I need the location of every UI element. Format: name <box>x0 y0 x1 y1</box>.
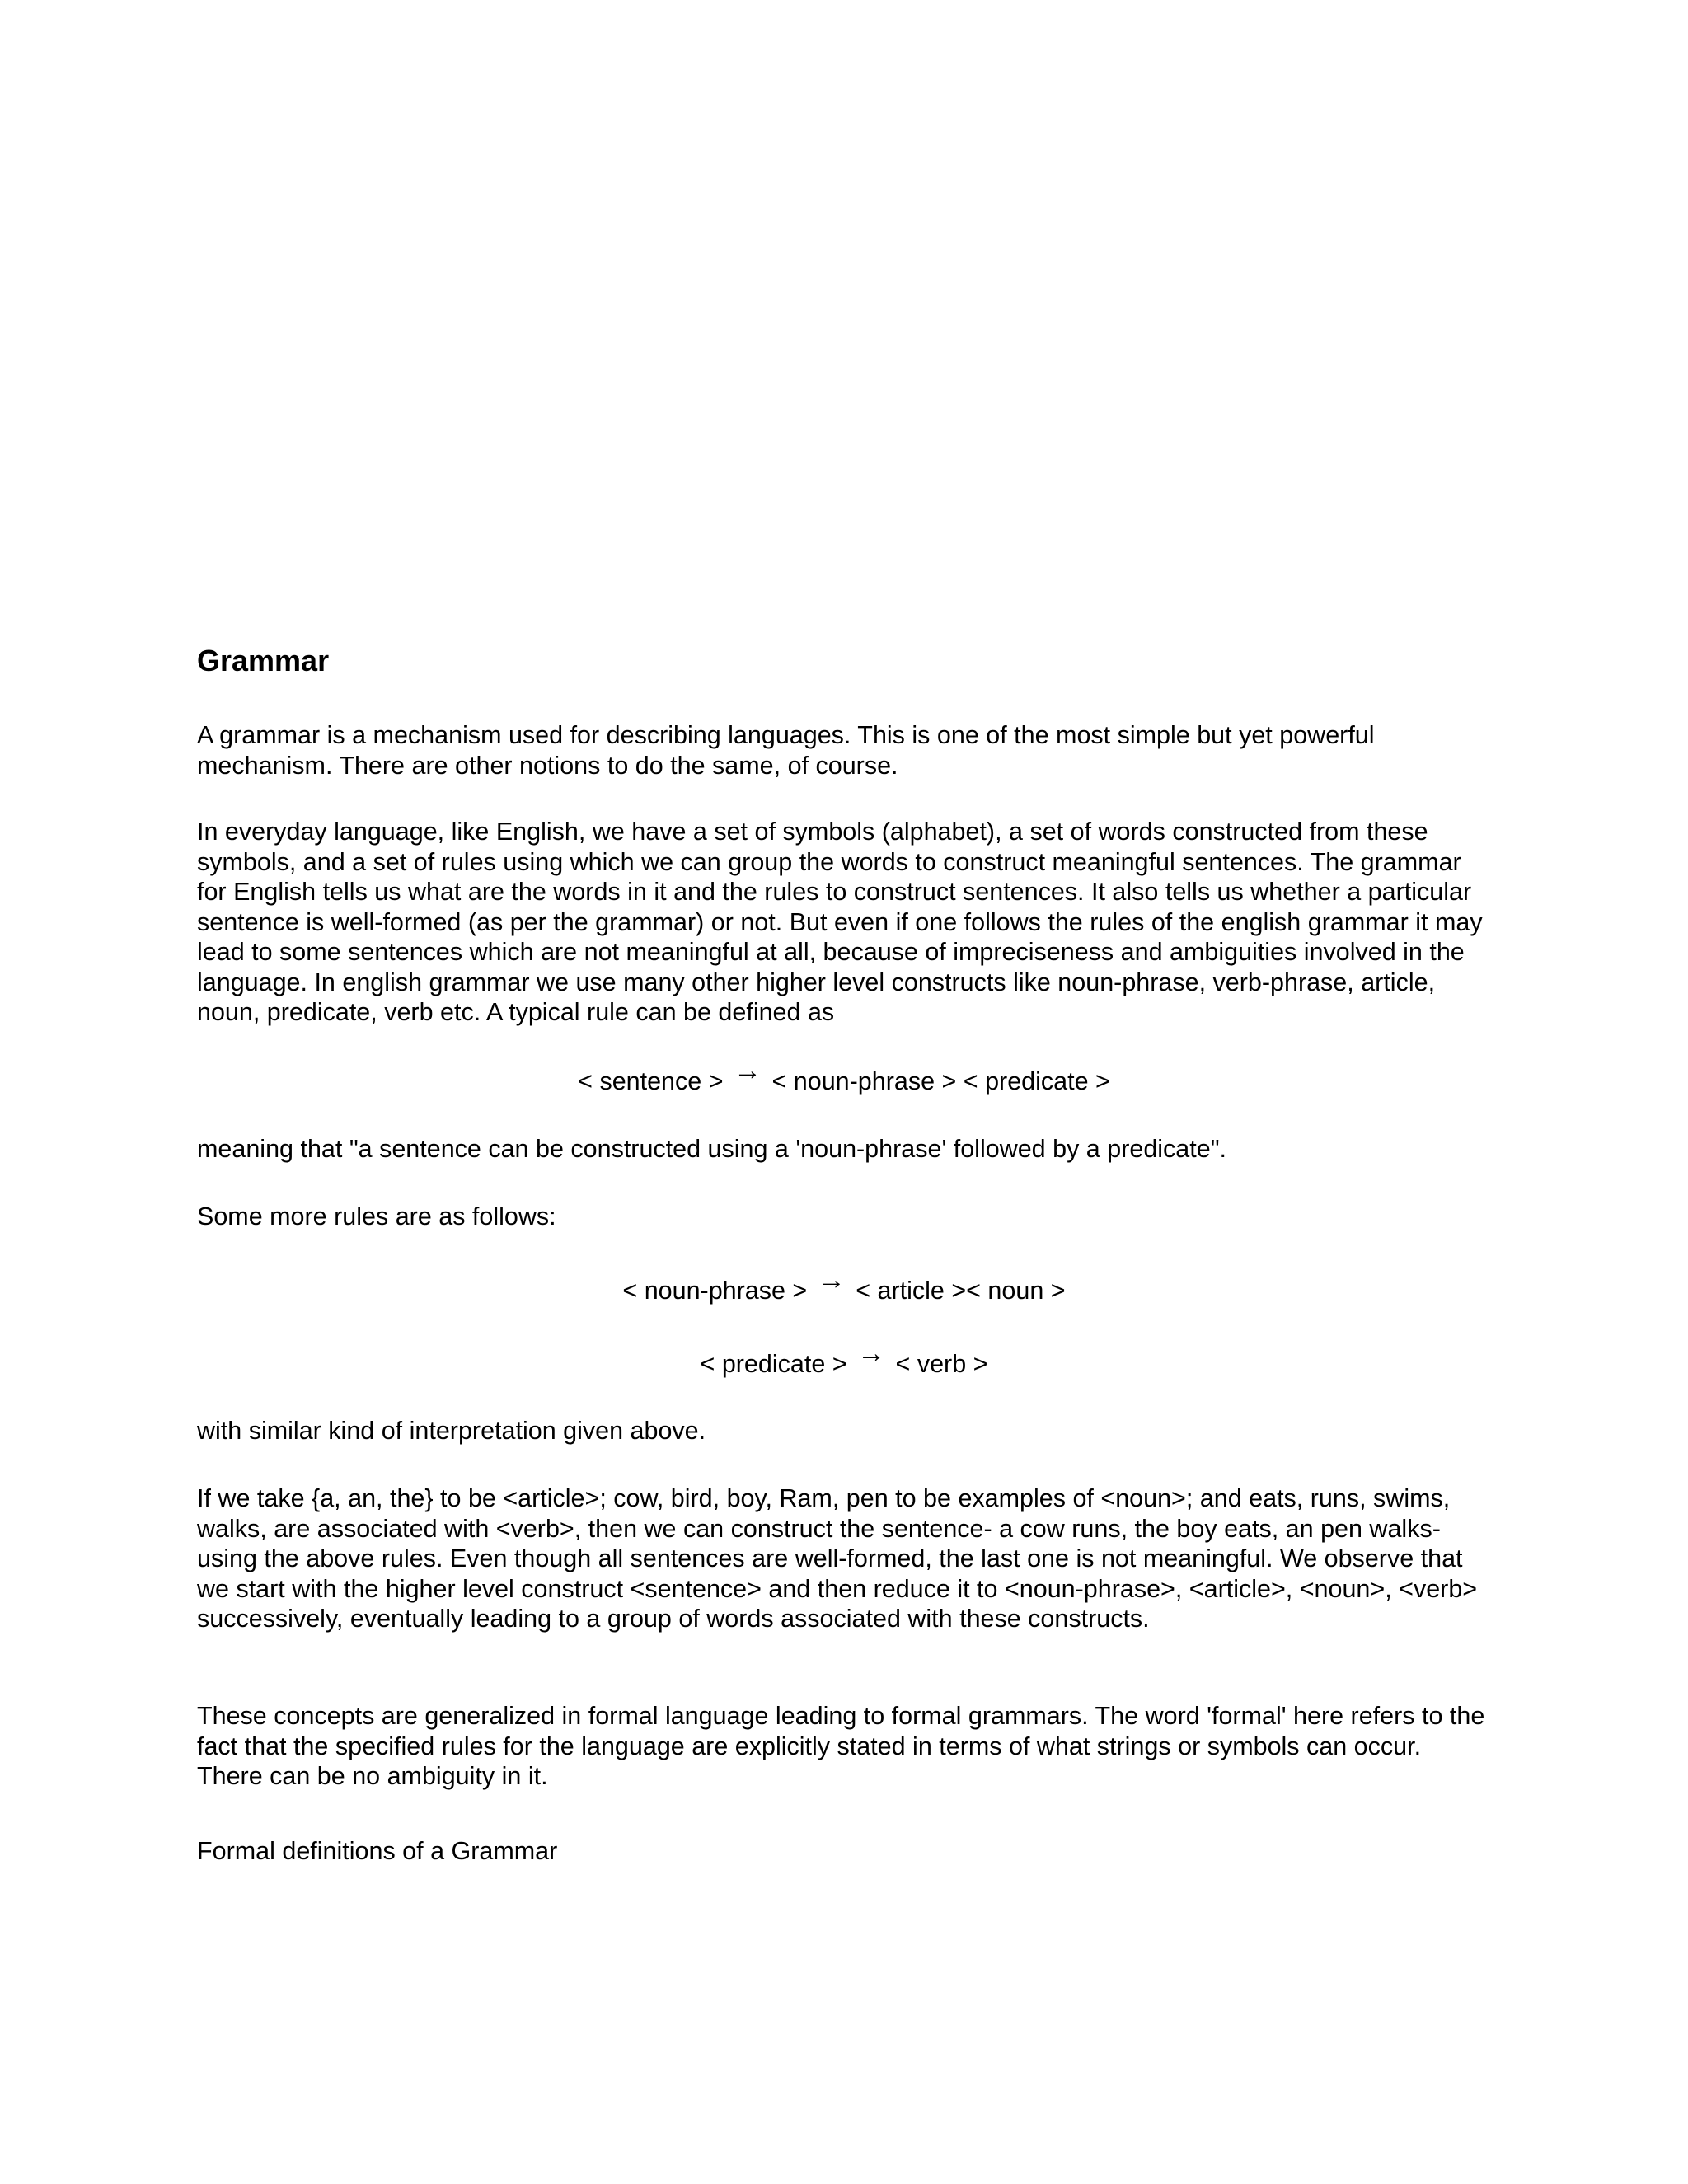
grammar-rule-sentence <box>0 1055 1688 1098</box>
rule-rhs: < noun-phrase > < predicate > <box>771 1067 1110 1095</box>
rule-rhs: < article >< noun > <box>856 1277 1066 1305</box>
grammar-rule-predicate <box>0 1338 1688 1380</box>
right-arrow-icon: → <box>734 1055 762 1086</box>
paragraph-formal-definitions: Formal definitions of a Grammar <box>197 1837 558 1865</box>
page-title: Grammar <box>197 644 330 677</box>
paragraph-everyday-language: In everyday language, like English, we have a set of symbols (alphabet), a set of words constructed from these symbols, and a set of rules using which we can group the words to construct meaningful sentences. The grammar for English tells us what are the words in it and the rules to construct sentences. It also tells us whether a particular sentence is well-formed (as per the grammar) or not. But even if one follows the rules of the english grammar it may lead to some sentences which are not meaningful at all, because of impreciseness and ambiguities involved in the language. In english grammar we use many other higher level constructs like noun-phrase, verb-phrase, article, noun, predicate, verb etc. A typical rule can be defined as <box>197 818 1483 1026</box>
paragraph-interpretation: with similar kind of interpretation given above. <box>197 1417 706 1445</box>
paragraph-more-rules: Some more rules are as follows: <box>197 1202 556 1230</box>
right-arrow-icon: → <box>857 1338 886 1369</box>
paragraph-meaning: meaning that "a sentence can be constructed using a 'noun-phrase' followed by a predicate". <box>197 1135 1227 1163</box>
paragraph-formal-languages: These concepts are generalized in formal language leading to formal grammars. The word 'formal' here refers to the fact that the specified rules for the language are explicitly stated in terms of what strings or symbols can occur. There can be no ambiguity in it. <box>197 1702 1485 1790</box>
rule-lhs: < noun-phrase > <box>622 1277 808 1305</box>
paragraph-example: If we take {a, an, the} to be <article>; cow, bird, boy, Ram, pen to be examples of <noun>; and eats, runs, swims, walks, are associated with <verb>, then we can construct the sentence- a cow runs, the boy eats, an pen walks- using the above rules. Even though all sentences are well-formed, the last one is not meaningful. We observe that we start with the higher level construct <sentence> and then reduce it to <noun-phrase>, <article>, <noun>, <verb> successively, eventually leading to a group of words associated with these constructs. <box>197 1484 1478 1633</box>
rule-lhs: < predicate > <box>700 1350 847 1378</box>
rule-lhs: < sentence > <box>578 1067 724 1095</box>
grammar-rule-noun-phrase <box>0 1264 1688 1307</box>
paragraph-intro: A grammar is a mechanism used for describing languages. This is one of the most simple but yet powerful mechanism. There are other notions to do the same, of course. <box>197 721 1375 780</box>
rule-rhs: < verb > <box>895 1350 988 1378</box>
right-arrow-icon: → <box>817 1264 846 1296</box>
